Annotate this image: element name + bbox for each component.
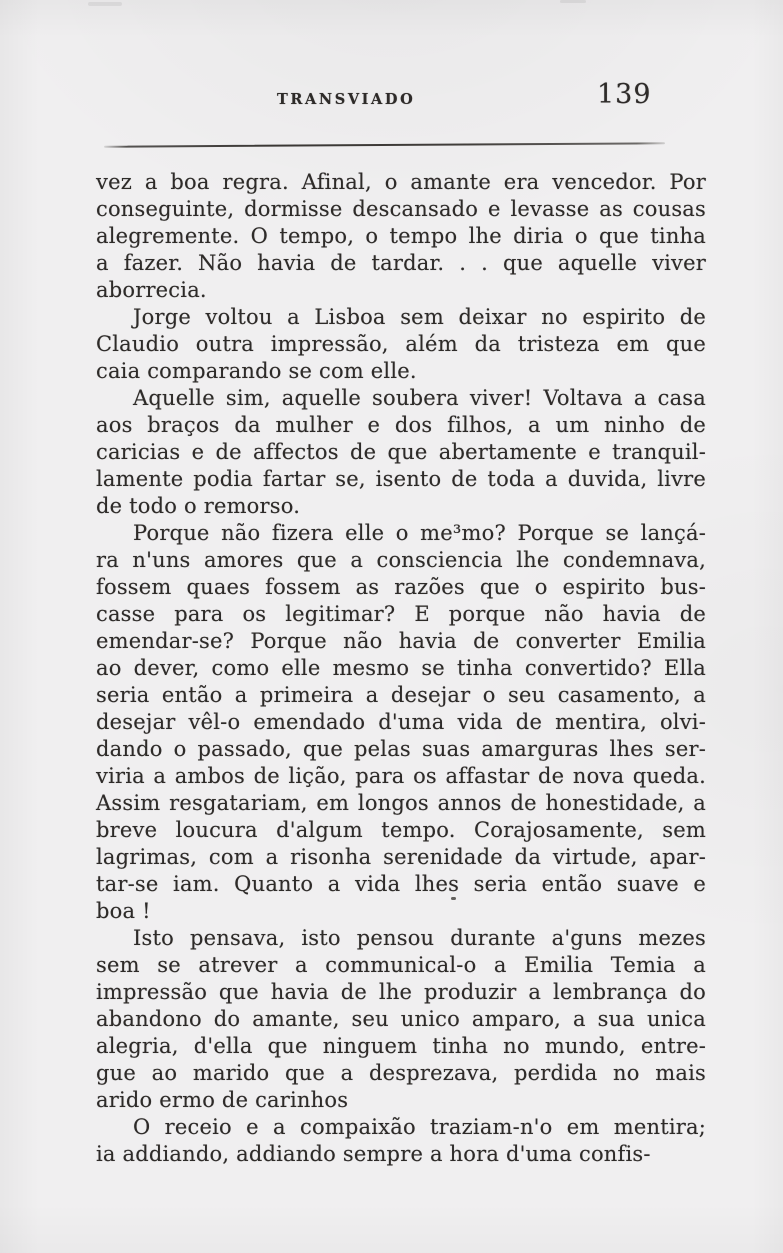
text-line: caia comparando se com elle. bbox=[96, 359, 417, 383]
text-line: tar-se iam. Quanto a vida lhes seria então suave e bbox=[96, 872, 706, 896]
text-line: conseguinte, dormisse descansado e levasse as cousas bbox=[96, 197, 706, 221]
text-line: fossem quaes fossem as razões que o espirito bus- bbox=[96, 575, 706, 599]
text-line: Claudio outra impressão, além da tristeza em que bbox=[96, 332, 706, 356]
paragraph bbox=[96, 1114, 706, 1168]
scan-edge-artifact bbox=[560, 0, 586, 3]
text-line: aos braços da mulher e dos filhos, a um ninho de bbox=[96, 413, 706, 437]
text-line: O receio e a compaixão traziam-n'o em mentira; bbox=[133, 1115, 706, 1139]
text-line: lamente podia fartar se, isento de toda a duvida, livre bbox=[96, 467, 706, 491]
page-number: 139 bbox=[597, 79, 652, 110]
text-line: impressão que havia de lhe produzir a lembrança do bbox=[96, 980, 706, 1004]
text-line: Assim resgatariam, em longos annos de honestidade, a bbox=[96, 791, 706, 815]
text-line: seria então a primeira a desejar o seu casamento, a bbox=[96, 683, 706, 707]
text-line: a fazer. Não havia de tardar. . . que aquelle viver bbox=[96, 251, 706, 275]
text-line: lagrimas, com a risonha serenidade da virtude, apar- bbox=[96, 845, 706, 869]
text-line: Jorge voltou a Lisboa sem deixar no espirito de bbox=[133, 305, 706, 329]
ink-speck-artifact bbox=[451, 897, 456, 900]
text-line: abandono do amante, seu unico amparo, a sua unica bbox=[96, 1007, 706, 1031]
text-line: Aquelle sim, aquelle soubera viver! Voltava a casa bbox=[133, 386, 706, 410]
text-line: dando o passado, que pelas suas amarguras lhes ser- bbox=[96, 737, 706, 761]
text-line: emendar-se? Porque não havia de converter Emilia bbox=[96, 629, 706, 653]
paragraph bbox=[96, 304, 706, 385]
text-line: sem se atrever a communical-o a Emilia Temia a bbox=[96, 953, 706, 977]
text-line: ia addiando, addiando sempre a hora d'uma confis- bbox=[96, 1142, 651, 1166]
text-line: viria a ambos de lição, para os affastar de nova queda. bbox=[96, 764, 706, 788]
text-line: Isto pensava, isto pensou durante a'guns mezes bbox=[133, 926, 706, 950]
text-line: desejar vêl-o emendado d'uma vida de mentira, olvi- bbox=[96, 710, 706, 734]
text-line: boa ! bbox=[96, 899, 151, 923]
header-divider-rule bbox=[104, 142, 665, 147]
text-line: caricias e de affectos de que abertamente e tranquil- bbox=[96, 440, 706, 464]
text-line: breve loucura d'algum tempo. Corajosamente, sem bbox=[96, 818, 706, 842]
text-line: alegria, d'ella que ninguem tinha no mundo, entre- bbox=[96, 1034, 706, 1058]
text-line: Porque não fizera elle o me³mo? Porque se lançá- bbox=[133, 521, 706, 545]
text-line: aborrecia. bbox=[96, 278, 207, 302]
paragraph bbox=[96, 925, 706, 1114]
text-line: ra n'uns amores que a consciencia lhe condemnava, bbox=[96, 548, 706, 572]
text-line: de todo o remorso. bbox=[96, 494, 301, 518]
running-title: TRANSVIADO bbox=[277, 91, 416, 108]
text-line: ao dever, como elle mesmo se tinha convertido? Ella bbox=[96, 656, 706, 680]
paragraph bbox=[96, 385, 706, 520]
text-line: arido ermo de carinhos bbox=[96, 1088, 349, 1112]
paragraph bbox=[96, 520, 706, 925]
text-line: vez a boa regra. Afinal, o amante era vencedor. Por bbox=[96, 170, 706, 194]
page-body bbox=[96, 169, 706, 1168]
text-line: alegremente. O tempo, o tempo lhe diria o que tinha bbox=[96, 224, 706, 248]
scan-edge-artifact bbox=[88, 2, 122, 6]
text-line: casse para os legitimar? E porque não havia de bbox=[96, 602, 706, 626]
paragraph bbox=[96, 169, 706, 304]
text-line: gue ao marido que a desprezava, perdida no mais bbox=[96, 1061, 706, 1085]
